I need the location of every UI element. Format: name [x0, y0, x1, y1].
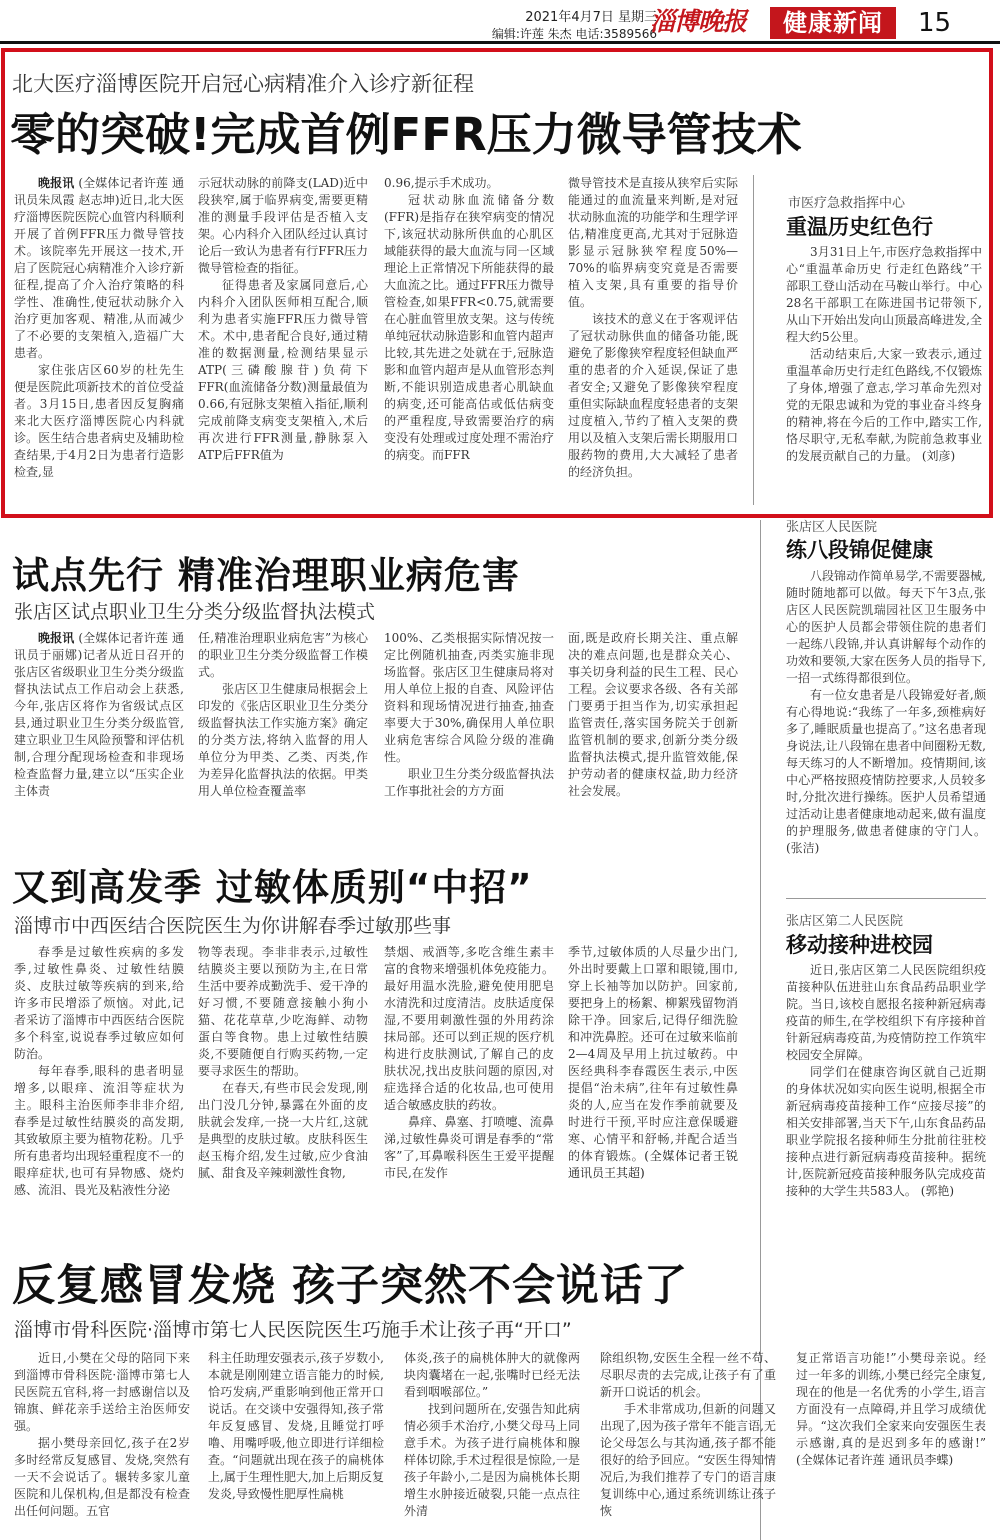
paragraph: 3月31日上午,市医疗急救指挥中心“重温革命历史 行走红色路线”干部职工登山活动在马鞍山举行。中心28名干部职工在陈进国书记带领下,从山下开始出发向山顶最高峰进发,全程大约5公里。 — [786, 245, 982, 344]
paragraph: 复正常语言功能!”小樊母亲说。经过一年多的训练,小樊已经完全康复,现在的他是一名优秀的小学生,语言方面没有一点障碍,并且学习成绩优异。“这次我们全家来向安强医生表示感谢,真的是迟到多年的感谢!” — [796, 1351, 986, 1450]
article3-headline: 又到高发季 过敏体质别“中招” — [12, 866, 533, 909]
sidebar2-body — [786, 568, 986, 884]
sidebar3-tag: 张店区第二人民医院 — [786, 914, 904, 929]
article2-col4 — [568, 630, 738, 825]
page-number: 15 — [918, 8, 952, 38]
article4-col1 — [14, 1350, 190, 1538]
editor-line: 编辑:许莲 朱杰 电话:3589566 — [491, 27, 657, 41]
article4-headline: 反复感冒发烧 孩子突然不会说话了 — [12, 1261, 688, 1311]
article4-col2 — [208, 1350, 384, 1538]
paragraph: 有一位女患者是八段锦爱好者,颇有心得地说:“我练了一年多,颈椎病好多了,睡眠质量也提高了。”这名患者现身说法,让八段锦在患者中间圈粉无数,每天练习的人不断增加。疫情期间,该中心严格按照疫情防控要求,人员较多时,分批次进行操练。医护人员希望通过活动让患者健康地动起来,做有温度的护理服务,做患者健康的守门人。 (张洁) — [786, 688, 986, 855]
paragraph: 同学们在健康咨询区就自己近期的身体状况如实向医生说明,根据全市新冠病毒疫苗接种工作“应接尽接”的相关安排部署,当天下午,山东食品药品职业学院报名接种师生分批前往驻校接种点进行新冠病毒疫苗接种。据统计,医院新冠疫苗接种服务队完成疫苗接种的大学生共583人。 (郭艳) — [786, 1065, 986, 1198]
sidebar2-title: 练八段锦促健康 — [786, 538, 933, 562]
paragraph: 面,既是政府长期关注、重点解决的难点问题,也是群众关心、事关切身利益的民生工程、民心工程。会议要求各级、各有关部门要勇于担当作为,切实承担起监管责任,落实国务院关于创新监管机制的要求,创新分类分级监督执法模式,提升监管效能,保护劳动者的健康权益,助力经济社会发展。 — [568, 631, 738, 798]
paragraph: 禁烟、戒酒等,多吃含维生素丰富的食物来增强机体免疫能力。最好用温水洗脸,避免使用肥皂水清洗和过度清洁。皮肤适度保湿,不要用刺激性强的外用药涂抹局部。还可以到正规的医疗机构进行皮肤测试,了解自己的皮肤状况,找出皮肤问题的原因,对症选择合适的化妆品,也可使用适合敏感皮肤的药妆。 — [384, 945, 554, 1112]
header-divider — [0, 41, 1000, 44]
paragraph: 冠状动脉血流储备分数(FFR)是指存在狭窄病变的情况下,该冠状动脉所供血的心肌区域能获得的最大血流与同一区域理论上正常情况下所能获得的最大血流之比。通过FFR压力微导管检查,如果FFR<0.75,就需要在心脏血管里放支架。这与传统单纯冠状动脉造影和血管内超声比较,其先进之处就在于,冠脉造影和血管内超声是从血管形态判断,不能识别造成患者心肌缺血的病变,还可能高估或低估病变的严重程度,导致需要治疗的病变没有处理或过度处理不需治疗的病变。而FFR — [384, 193, 554, 462]
byline-label: 晚报讯 — [38, 176, 75, 190]
byline-label: 晚报讯 — [38, 631, 75, 645]
article2-col3 — [384, 630, 554, 825]
paragraph: 八段锦动作简单易学,不需要器械,随时随地都可以做。每天下午3点,张店区人民医院凯瑞园社区卫生服务中心的医护人员都会带领住院的患者们一起练八段锦,并认真讲解每个动作的功效和要领,大家在医务人员的指导下,一招一式练得都很到位。 — [786, 569, 986, 685]
issue-date: 2021年4月7日 星期三 — [525, 10, 657, 25]
paragraph: 征得患者及家属同意后,心内科介入团队医师相互配合,顺利为患者实施FFR压力微导管术。术中,患者配合良好,通过精准的数据测量,检测结果显示ATP(三磷酸腺苷)负荷下FFR(血流储备分数)测量最值为0.66,有冠脉支架植入指征,顺利完成前降支病变支架植入,术后再次进行FFR测量,静脉泵入ATP后FFR值为 — [198, 278, 368, 462]
paragraph: 示冠状动脉的前降支(LAD)近中段狭窄,属于临界病变,需要更精准的测量手段评估是否植入支架。心内科介入团队经过认真讨论后一致认为患者有行FFR压力微导管检查的指征。 — [198, 176, 368, 275]
author: (全媒体记者许莲 通讯员李蝶) — [796, 1453, 954, 1467]
paragraph: 职业卫生分类分级监督执法工作事批社会的方方面 — [384, 767, 554, 798]
paragraph: 手术非常成功,但新的问题又出现了,因为孩子常年不能言语,无论父母怎么与其沟通,孩子都不能很好的给予回应。“安医生得知情况后,为我们推荐了专门的语言康复训练中心,通过系统训练让孩子恢 — [600, 1402, 776, 1518]
article4-col4 — [600, 1350, 776, 1538]
paragraph: 张店区卫生健康局根据会上印发的《张店区职业卫生分类分级监督执法工作实施方案》确定的分类方法,将纳入监督的用人单位分为甲类、乙类、丙类,作为差异化监督执法的依据。甲类用人单位检查覆盖率 — [198, 682, 368, 798]
author: (张洁) — [786, 841, 820, 855]
paragraph: 物等表现。李非非表示,过敏性结膜炎主要以预防为主,在日常生活中要养成勤洗手、爱干净的好习惯,不要随意接触小狗小猫、花花草草,少吃海鲜、动物蛋白等食物。患上过敏性结膜炎,不要随便自行购买药物,一定要寻求医生的帮助。 — [198, 945, 368, 1078]
article2-headline: 试点先行 精准治理职业病危害 — [12, 554, 520, 597]
article2-col2 — [198, 630, 368, 825]
sidebar3-body — [786, 962, 986, 1230]
paragraph: 除组织物,安医生全程一丝不苟、尽职尽责的去完成,让孩子有了重新开口说话的机会。 — [600, 1351, 776, 1399]
paragraph: 每年春季,眼科的患者明显增多,以眼痒、流泪等症状为主。眼科主治医师李非非介绍,春季是过敏性结膜炎的高发期,其致敏原主要为植物花粉。几乎所有患者均出现轻重程度不一的眼痒症状,也可有异物感、烧灼感、流泪、畏光及粘液性分泌 — [14, 1064, 184, 1197]
sidebar1-tag: 市医疗急救指挥中心 — [788, 196, 906, 211]
article1-headline: 零的突破!完成首例FFR压力微导管技术 — [10, 108, 802, 161]
article4-col5 — [796, 1350, 986, 1538]
section-title: 健康新闻 — [770, 7, 896, 39]
paragraph: 近日,张店区第二人民医院组织疫苗接种队伍进驻山东食品药品职业学院。当日,该校自愿报名接种新冠病毒疫苗的师生,在学校组织下有序接种首针新冠病毒疫苗,为疫情防控工作筑牢校园安全屏障。 — [786, 963, 986, 1062]
article3-col4 — [568, 944, 738, 1230]
article4-col3 — [404, 1350, 580, 1538]
article2-col1 — [14, 630, 184, 825]
sidebar1-body — [786, 244, 982, 510]
article3-col3 — [384, 944, 554, 1230]
article3-subtitle: 淄博市中西医结合医院医生为你讲解春季过敏那些事 — [14, 915, 452, 937]
paragraph: (全媒体记者许莲 通讯员朱凤霞 赵志坤)近日,北大医疗淄博医院医院心血管内科顺利开展了首例FFR压力微导管技术。该院率先开展这一技术,开启了医院冠心病精准介入诊疗新征程,提高了介入治疗策略的科学性、准确性,使冠状动脉介入治疗更加客观、精准,从而减少了不必要的支架植入,造福广大患者。 — [14, 176, 184, 360]
sidebar3-title: 移动接种进校园 — [786, 933, 933, 957]
article3-col1 — [14, 944, 184, 1230]
author: (刘彦) — [921, 449, 956, 463]
paragraph: 找到问题所在,安强告知此病情必须手术治疗,小樊父母马上同意手术。为孩子进行扁桃体和腺样体切除,手术过程很是惊险,一是孩子年龄小,二是因为扁桃体长期增生水肿接近破裂,只能一点点往外清 — [404, 1402, 580, 1518]
paragraph: 家住张店区60岁的杜先生便是医院此项新技术的首位受益者。3月15日,患者因反复胸痛来北大医疗淄博医院心内科就诊。医生结合患者病史及辅助检查结果,于4月2日为患者行造影检查,显 — [14, 363, 184, 479]
newspaper-logo: 淄博晚报 — [650, 7, 747, 36]
sidebar1-title: 重温历史红色行 — [786, 215, 933, 239]
paragraph: 科主任助理安强表示,孩子岁数小,本就是刚刚建立语言能力的时候,恰巧发病,严重影响到他正常开口说话。在交谈中安强得知,孩子常年反复感冒、发烧,且睡觉打呼噜、用嘴呼吸,他立即进行详细检查。“问题就出现在孩子的扁桃体上,属于生理性肥大,加上后期反复发炎,导致慢性肥厚性扁桃 — [208, 1351, 384, 1501]
article1-col3 — [384, 175, 554, 505]
column-divider — [753, 175, 754, 505]
sidebar2-tag: 张店区人民医院 — [786, 520, 878, 535]
paragraph: 活动结束后,大家一致表示,通过重温革命历史行走红色路线,不仅锻炼了身体,增强了意志,学习革命先烈对党的无限忠诚和为党的事业奋斗终身的精神,将在今后的工作中,踏实工作,恪尽职守,无私奉献,为院前急救事业的发展贡献自己的力量。 (刘彦) — [786, 347, 982, 463]
paragraph: 近日,小樊在父母的陪同下来到淄博市骨科医院·淄博市第七人民医院五官科,将一封感谢信以及锦旗、鲜花亲手送给主治医师安强。 — [14, 1351, 190, 1433]
paragraph: 微导管技术是直接从狭窄后实际能通过的血流量来判断,是对冠状动脉血流的功能学和生理学评估,精准度更高,尤其对于冠脉造影显示冠脉狭窄程度50%—70%的临界病变究竟是否需要植入支架,具有重要的指导价值。 — [568, 176, 738, 309]
article3-col2 — [198, 944, 368, 1230]
article1-subtitle: 北大医疗淄博医院开启冠心病精准介入诊疗新征程 — [12, 72, 474, 96]
article4-subtitle: 淄博市骨科医院·淄博市第七人民医院医生巧施手术让孩子再“开口” — [14, 1319, 572, 1341]
paragraph: 季节,过敏体质的人尽量少出门,外出时要戴上口罩和眼镜,围巾,穿上长袖等加以防护。回家前,要把身上的杨絮、柳絮残留物消除干净。回家后,记得仔细洗脸和冲洗鼻腔。还可在过敏来临前2—4周及早用上抗过敏药。中医经典科李春霞医生表示,中医提倡“治未病”,往年有过敏性鼻炎的人,应当在发作季前就要及时进行干预,平时应注意保暖避寒、心情平和舒畅,并配合适当的体育锻炼。 — [568, 945, 738, 1163]
article1-col2 — [198, 175, 368, 505]
paragraph: 该技术的意义在于客观评估了冠状动脉供血的储备功能,既避免了影像狭窄程度轻但缺血严重的患者的介入延误,保证了患者安全;又避免了影像狭窄程度重但实际缺血程度轻患者的支架过度植入,节约了植入支架的费用以及植入支架后需长期服用口服药物的费用,大大减轻了患者的经济负担。 — [568, 312, 738, 479]
article2-subtitle: 张店区试点职业卫生分类分级监督执法模式 — [14, 601, 376, 623]
paragraph: 100%、乙类根据实际情况按一定比例随机抽查,丙类实施非现场监督。张店区卫生健康局将对用人单位上报的自查、风险评估资料和现场情况进行抽查,抽查率要大于30%,确保用人单位职业病危害综合风险分级的准确性。 — [384, 631, 554, 764]
paragraph: 任,精准治理职业病危害”为核心的职业卫生分类分级监督工作模式。 — [198, 631, 368, 679]
paragraph: 体炎,孩子的扁桃体肿大的就像两块肉囊堵在一起,张嘴时已经无法看到咽喉部位。” — [404, 1351, 580, 1399]
article1-col1 — [14, 175, 184, 505]
paragraph: (全媒体记者许莲 通讯员于丽娜)记者从近日召开的张店区省级职业卫生分类分级监督执法试点工作启动会上获悉,今年,张店区将作为省级试点区县,通过职业卫生分类分级监管,建立职业卫生风险预警和评估机制,合理分配现场检查和非现场检查监督力量,建立以“压实企业主体责 — [14, 631, 184, 798]
author: (全媒体记者王锐 通讯员王其超) — [568, 1149, 738, 1180]
author: (郭艳) — [920, 1184, 955, 1198]
sidebar-separator — [786, 898, 986, 899]
paragraph: 据小樊母亲回忆,孩子在2岁多时经常反复感冒、发烧,突然有一天不会说话了。辗转多家儿童医院和儿保机构,但是都没有检查出任何问题。五官 — [14, 1436, 190, 1518]
article1-col4 — [568, 175, 738, 505]
paragraph: 0.96,提示手术成功。 — [384, 176, 499, 190]
paragraph: 在春天,有些市民会发现,刚出门没几分钟,暴露在外面的皮肤就会发痒,一挠一大片红,这就是典型的皮肤过敏。皮肤科医生赵玉梅介绍,发生过敏,应少食油腻、甜食及辛辣刺激性食物, — [198, 1081, 368, 1180]
paragraph: 春季是过敏性疾病的多发季,过敏性鼻炎、过敏性结膜炎、皮肤过敏等疾病的到来,给许多市民增添了烦恼。对此,记者采访了淄博市中西医结合医院多个科室,说说春季过敏应如何防治。 — [14, 945, 184, 1061]
paragraph: 鼻痒、鼻塞、打喷嚏、流鼻涕,过敏性鼻炎可谓是春季的“常客”了,耳鼻喉科医生王爱平提醒市民,在发作 — [384, 1115, 554, 1180]
